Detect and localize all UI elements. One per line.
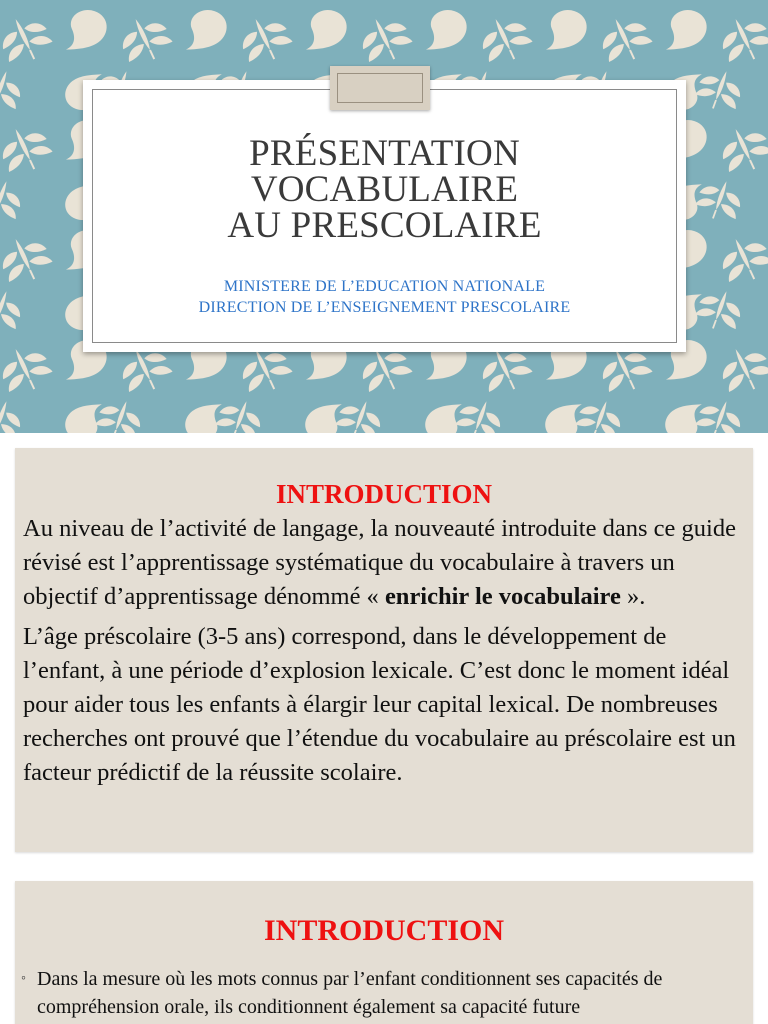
- title-line: VOCABULAIRE: [250, 169, 519, 210]
- paragraph-text: Au niveau de l’activité de langage, la nouveauté introduite dans ce guide révisé est l’apprentissage systématique du vocabulaire à travers un objectif d’apprentissage dénommé «: [23, 515, 736, 610]
- title-card-tab: [330, 66, 430, 110]
- paragraph-text: ».: [620, 583, 646, 610]
- paragraph: L’âge préscolaire (3-5 ans) correspond, dans le développement de l’enfant, à une période d’explosion lexicale. C’est donc le moment idéal pour aider tous les enfants à élargir leur capital lexical. De nombreuses recherches ont prouvé que l’étendue du vocabulaire au préscolaire est un facteur prédictif de la réussite scolaire.: [23, 623, 736, 786]
- subtitle-line: DIRECTION DE L’ENSEIGNEMENT PRESCOLAIRE: [198, 299, 571, 316]
- page-subtitle: [83, 276, 686, 318]
- list-item: [21, 965, 745, 1021]
- page-title: [83, 133, 686, 246]
- title-line: AU PRESCOLAIRE: [227, 205, 542, 246]
- paragraph-bold-text: enrichir le vocabulaire: [384, 583, 621, 610]
- title-card: [83, 80, 686, 352]
- subtitle-line: MINISTERE DE L’EDUCATION NATIONALE: [223, 278, 546, 295]
- introduction-slide: [15, 448, 753, 852]
- title-line: PRÉSENTATION: [249, 133, 520, 174]
- list-item-text: Dans la mesure où les mots connus par l’enfant conditionnent ses capacités de compréhension orale, ils conditionnent également sa capacité future: [37, 968, 663, 1018]
- slide-heading: INTRODUCTION: [263, 914, 505, 947]
- introduction-slide-2: [15, 881, 753, 1024]
- slide-heading: INTRODUCTION: [275, 479, 493, 509]
- title-slide: [0, 0, 768, 433]
- bullet-icon: ◦: [21, 971, 26, 986]
- paragraph: [23, 512, 743, 614]
- slide-body: [23, 512, 743, 796]
- bullet-list: [21, 965, 745, 1021]
